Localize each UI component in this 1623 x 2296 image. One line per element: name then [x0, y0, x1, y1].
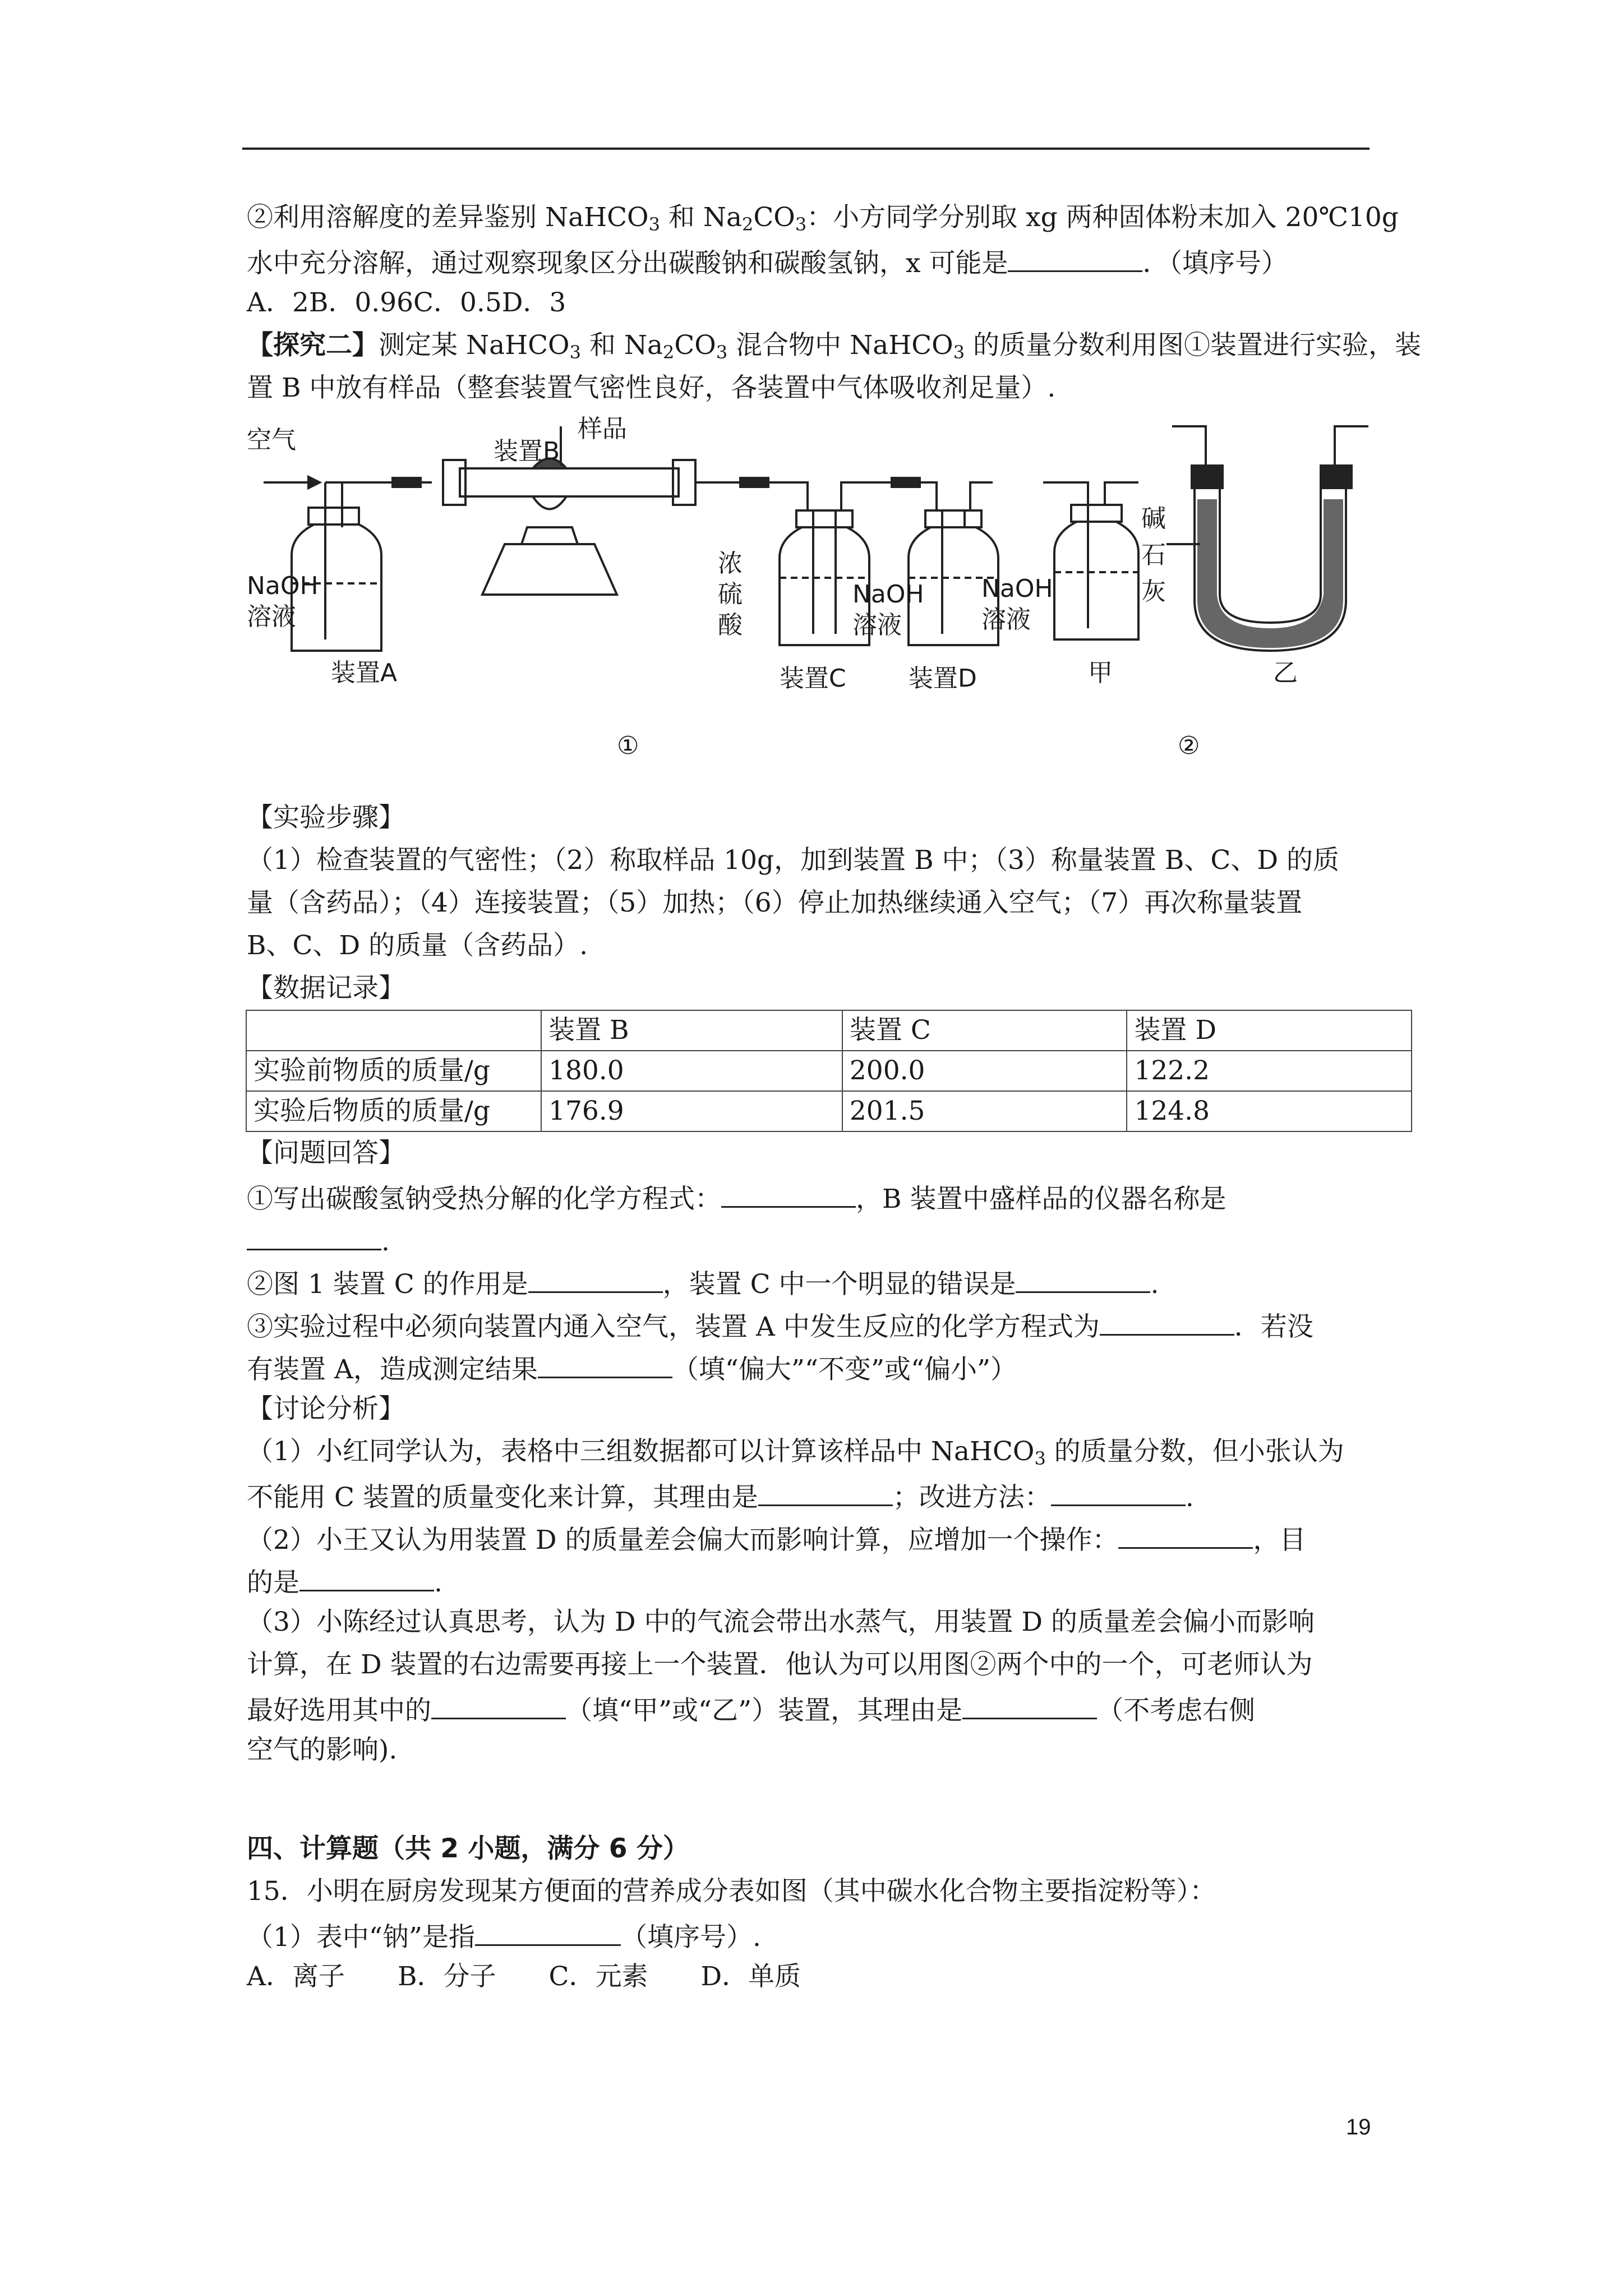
yi-label: 乙	[1273, 659, 1298, 687]
question-15: 15．小明在厨房发现某方便面的营养成分表如图（其中碳水化合物主要指淀粉等）：	[247, 1876, 1216, 1907]
answer-blank[interactable]	[538, 1345, 672, 1378]
question-3: ③实验过程中必须向装置内通入空气，装置 A 中发生反应的化学方程式为 ．若没	[247, 1303, 1374, 1345]
question-3-cont: 有装置 A，造成测定结果 （填“偏大”“不变”或“偏小”）	[247, 1345, 1374, 1388]
acid-label-3: 酸	[718, 611, 743, 639]
lime-label-2: 石	[1141, 541, 1166, 569]
bottle-a-cap	[308, 508, 359, 524]
apparatus-figure	[247, 415, 1374, 785]
answer-blank[interactable]	[431, 1686, 566, 1719]
table-row	[246, 1051, 1412, 1091]
yi-tubes	[1172, 426, 1368, 466]
table-cell: 124.8	[1127, 1091, 1412, 1131]
solution-label-jia: 溶液	[981, 605, 1031, 634]
bottle-c-cap	[796, 510, 852, 527]
discussion-2: （2）小王又认为用装置 D 的质量差会偏大而影响计算，应增加一个操作： ，目	[247, 1516, 1374, 1558]
device-c-label: 装置C	[780, 664, 846, 693]
tube-b-stopper-right	[673, 460, 695, 505]
device-a-label: 装置A	[331, 659, 398, 687]
answer-blank[interactable]	[1051, 1473, 1186, 1506]
table-cell: 176.9	[541, 1091, 842, 1131]
question-2: ②图 1 装置 C 的作用是 ，装置 C 中一个明显的错误是 .	[247, 1260, 1374, 1303]
steps-line2: 量（含药品）；（4）连接装置；（5）加热；（6）停止加热继续通入空气；（7）再次称量装置	[247, 887, 1303, 918]
figure-2-label: ②	[1178, 731, 1200, 760]
naoh-label-a: NaOH	[247, 572, 319, 600]
discussion-1-cont: 不能用 C 装置的质量变化来计算，其理由是 ；改进方法： .	[247, 1473, 1374, 1516]
question-15-options: A．离子 B．分子 C．元素 D．单质	[247, 1961, 801, 1992]
answer-blank[interactable]	[721, 1175, 856, 1208]
question-1-cont: .	[247, 1217, 1374, 1260]
lime-label-3: 灰	[1141, 577, 1166, 606]
solution-label-a: 溶液	[247, 602, 296, 631]
naoh-label-d: NaOH	[852, 580, 924, 609]
bottle-d-cap	[925, 510, 981, 527]
part1-line2: 水中充分溶解，通过观察现象区分出碳酸钠和碳酸氢钠，x 可能是 ．（填序号）	[247, 239, 1374, 282]
sample-label: 样品	[578, 415, 627, 443]
table-cell	[246, 1010, 541, 1051]
tube-b-stopper-left	[443, 460, 465, 505]
answer-blank[interactable]	[1008, 239, 1142, 272]
device-d-label: 装置D	[909, 664, 977, 693]
part1-options: A．2B．0.96C．0.5D．3	[247, 287, 566, 318]
jia-tubes	[1043, 482, 1138, 505]
table-cell: 实验后物质的质量/g	[246, 1091, 541, 1131]
explore2-line2: 置 B 中放有样品（整套装置气密性良好，各装置中气体吸收剂足量）.	[247, 372, 1056, 403]
table-cell: 装置 C	[842, 1010, 1127, 1051]
explore2-line1: 【探究二】测定某 NaHCO$_3$ 和 $Na_2CO_3$ 混合物中 NaHCO$_3$ 的质量分数利用图①装置进行实验，装	[247, 330, 1422, 363]
record-heading: 【数据记录】	[247, 973, 405, 1004]
steps-line3: B、C、D 的质量（含药品）.	[247, 930, 588, 961]
discussion-1: （1）小红同学认为，表格中三组数据都可以计算该样品中 NaHCO$_3$ 的质量分数，但小张认为	[247, 1436, 1344, 1469]
table-cell: 122.2	[1127, 1051, 1412, 1091]
lime-label-1: 碱	[1141, 504, 1166, 533]
page-content	[247, 196, 1422, 1998]
answer-blank[interactable]	[1118, 1516, 1253, 1549]
yi-stopper-left	[1192, 466, 1223, 488]
question-15-1: （1）表中“钠”是指 （填序号）.	[247, 1913, 1374, 1955]
table-cell: 201.5	[842, 1091, 1127, 1131]
answer-blank[interactable]	[1100, 1303, 1234, 1336]
answer-blank[interactable]	[299, 1558, 434, 1591]
table-cell: 180.0	[541, 1051, 842, 1091]
table-cell: 实验前物质的质量/g	[246, 1051, 541, 1091]
table-row	[246, 1091, 1412, 1131]
jia-cap	[1071, 505, 1122, 522]
discussion-3-cont2: 最好选用其中的 （填“甲”或“乙”）装置，其理由是 （不考虑右侧	[247, 1686, 1374, 1729]
apparatus-diagram	[247, 415, 1374, 785]
header-rule	[242, 148, 1370, 150]
jia-label: 甲	[1088, 659, 1113, 687]
answer-blank[interactable]	[758, 1473, 893, 1506]
acid-label-1: 浓	[718, 549, 743, 578]
table-header-row	[246, 1010, 1412, 1051]
air-label: 空气	[247, 426, 296, 454]
answer-blank[interactable]	[247, 1217, 381, 1250]
table-cell: 200.0	[842, 1051, 1127, 1091]
discussion-2-cont: 的是 .	[247, 1558, 1374, 1601]
data-table	[246, 1010, 1412, 1132]
discussion-heading: 【讨论分析】	[247, 1393, 405, 1424]
answer-blank[interactable]	[962, 1686, 1097, 1719]
flame	[533, 496, 566, 509]
steps-heading: 【实验步骤】	[247, 802, 405, 833]
yi-stopper-right	[1321, 466, 1352, 488]
steps-line1: （1）检查装置的气密性；（2）称取样品 10g，加到装置 B 中；（3）称量装置 B、C、D 的质	[247, 845, 1340, 876]
solution-label-d: 溶液	[852, 611, 902, 639]
burner	[482, 544, 617, 595]
acid-label-2: 硫	[718, 580, 743, 609]
table-cell: 装置 B	[541, 1010, 842, 1051]
table-cell: 装置 D	[1127, 1010, 1412, 1051]
device-b-label: 装置B	[494, 437, 560, 466]
section-4-title: 四、计算题（共 2 小题，满分 6 分）	[247, 1833, 689, 1864]
page-number: 19	[1346, 2115, 1371, 2139]
part1-line1: ②利用溶解度的差异鉴别 NaHCO$_3$ 和 $Na_2CO_3$：小方同学分别取 xg 两种固体粉末加入 20℃10g	[247, 202, 1399, 235]
answer-blank[interactable]	[475, 1913, 621, 1946]
answer-blank[interactable]	[1016, 1260, 1150, 1293]
questions-heading: 【问题回答】	[247, 1138, 405, 1168]
discussion-3: （3）小陈经过认真思考，认为 D 中的气流会带出水蒸气，用装置 D 的质量差会偏小而影响	[247, 1607, 1315, 1637]
answer-blank[interactable]	[528, 1260, 663, 1293]
question-1: ①写出碳酸氢钠受热分解的化学方程式： ，B 装置中盛样品的仪器名称是	[247, 1175, 1374, 1217]
jia-bottle	[1054, 522, 1138, 639]
burner-top	[522, 527, 578, 544]
naoh-label-jia: NaOH	[981, 574, 1053, 603]
figure-1-label: ①	[617, 731, 639, 760]
discussion-3-cont3: 空气的影响).	[247, 1734, 398, 1765]
discussion-3-cont1: 计算，在 D 装置的右边需要再接上一个装置．他认为可以用图②两个中的一个，可老师认为	[247, 1649, 1313, 1680]
tube-b	[460, 468, 679, 496]
